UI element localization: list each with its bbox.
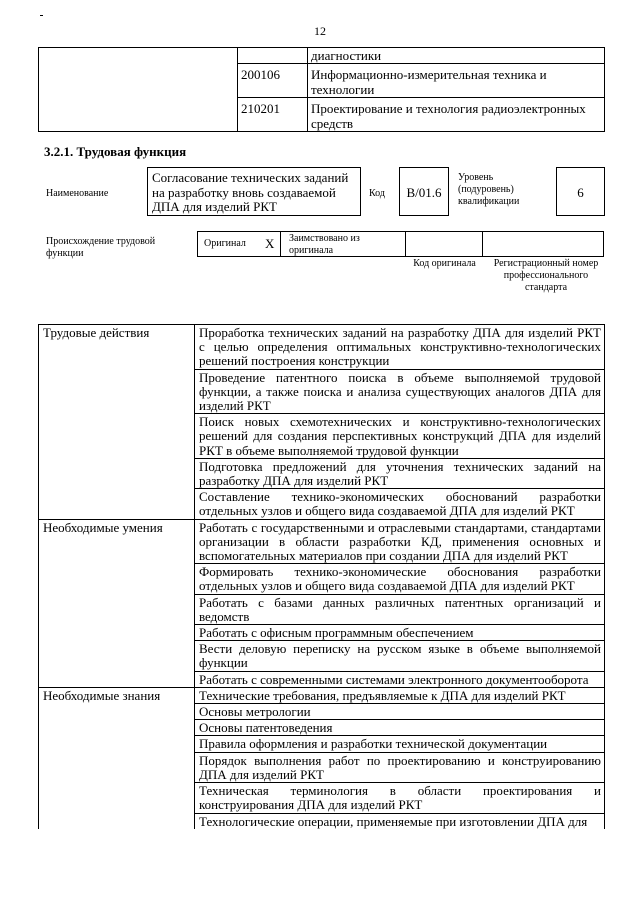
- action-item: Проработка технических заданий на разработку ДПА для изделий РКТ с целью определения оптимальных конструктивно-технологических решений построения конструкции: [195, 325, 605, 370]
- knowledge-item: Порядок выполнения работ по проектированию и конструированию ДПА для изделий РКТ: [195, 752, 605, 782]
- group-title-knowledge: Необходимые знания: [39, 687, 195, 828]
- table-row: [39, 519, 605, 564]
- section-title: 3.2.1. Трудовая функция: [44, 144, 187, 159]
- original-label: Оригинал: [204, 238, 246, 249]
- group-title-actions: Трудовые действия: [39, 325, 195, 520]
- divider: [405, 231, 406, 257]
- knowledge-item: Правила оформления и разработки технической документации: [195, 736, 605, 752]
- skill-item: Работать с базами данных различных патентных организаций и ведомств: [195, 594, 605, 624]
- empty-cell: [39, 48, 238, 132]
- action-item: Поиск новых схемотехнических и конструктивно-технологических решений для создания перспективных конструкций ДПА для изделий РКТ в объеме выполняемой трудовой функции: [195, 414, 605, 459]
- skill-item: Формировать технико-экономические обоснования разработки отдельных узлов и общего вида создаваемой ДПА для изделий РКТ: [195, 564, 605, 594]
- divider: [482, 231, 483, 257]
- skill-item: Работать с офисным программным обеспечением: [195, 625, 605, 641]
- level-label: Уровень (подуровень) квалификации: [458, 172, 520, 207]
- origin-label: Происхождение трудовой функции: [46, 236, 156, 259]
- function-name: Согласование технических заданий на разработку вновь создаваемой ДПА для изделий РКТ: [147, 167, 361, 216]
- function-details-table: [38, 324, 605, 829]
- knowledge-item: Техническая терминология в области проектирования и конструирования ДПА для изделий РКТ: [195, 783, 605, 813]
- function-code: B/01.6: [399, 167, 449, 216]
- table-row: [39, 687, 605, 703]
- specialty-name: Информационно-измерительная техника и технологии: [308, 64, 605, 98]
- knowledge-item: Основы патентоведения: [195, 720, 605, 736]
- borrowed-label: Заимствовано из оригинала: [289, 233, 360, 256]
- original-mark: X: [265, 236, 275, 251]
- knowledge-item: Технологические операции, применяемые при изготовлении ДПА для: [195, 813, 605, 829]
- code-label: Код: [369, 188, 385, 199]
- group-title-skills: Необходимые умения: [39, 519, 195, 687]
- knowledge-item: Основы метрологии: [195, 704, 605, 720]
- action-item: Составление технико-экономических обоснований разработки отдельных узлов и общего вида создаваемой ДПА для изделий РКТ: [195, 489, 605, 519]
- scan-mark: [40, 15, 43, 16]
- skill-item: Работать с современными системами электронного документооборота: [195, 671, 605, 687]
- specialty-name: Проектирование и технология радиоэлектронных средств: [308, 98, 605, 132]
- knowledge-item: Технические требования, предъявляемые к ДПА для изделий РКТ: [195, 687, 605, 703]
- action-item: Проведение патентного поиска в объеме выполняемой трудовой функции, а также поиска и анализа существующих аналогов ДПА для изделий РКТ: [195, 369, 605, 414]
- skill-item: Работать с государственными и отраслевыми стандартами, стандартами организации в области разработки КД, применения основных и вспомогательных материалов при создании ДПА для изделий РКТ: [195, 519, 605, 564]
- table-row: [39, 325, 605, 370]
- specialty-code: [238, 48, 308, 64]
- specialty-code: 200106: [238, 64, 308, 98]
- specialty-name: диагностики: [308, 48, 605, 64]
- divider: [280, 231, 281, 257]
- reg-caption: Регистрационный номер профессионального стандарта: [493, 258, 599, 293]
- specialty-table: [38, 47, 605, 132]
- code-caption: Код оригинала: [413, 258, 476, 269]
- skill-item: Вести деловую переписку на русском языке в объеме выполняемой функции: [195, 641, 605, 671]
- level-value: 6: [556, 167, 605, 216]
- name-label: Наименование: [46, 188, 109, 199]
- table-row: [39, 48, 605, 64]
- action-item: Подготовка предложений для уточнения технических заданий на разработку ДПА для изделий РКТ: [195, 458, 605, 488]
- page-number: 12: [314, 24, 326, 38]
- specialty-code: 210201: [238, 98, 308, 132]
